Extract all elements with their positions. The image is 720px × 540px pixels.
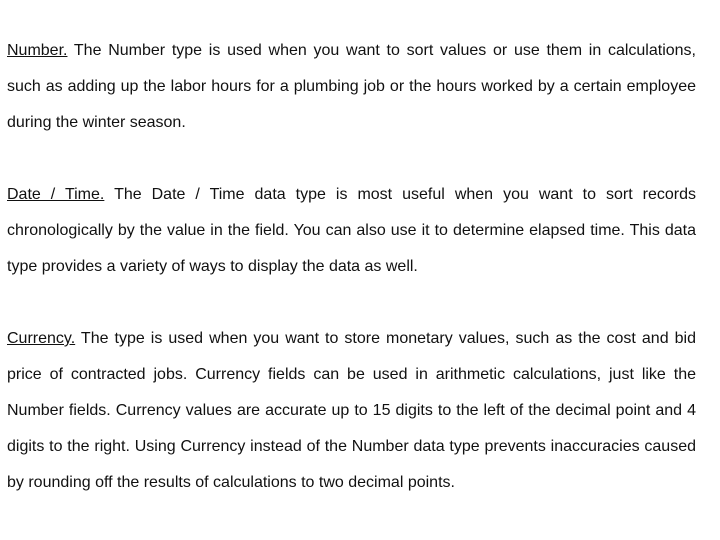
term-date-time: Date / Time. <box>7 186 105 203</box>
paragraph-number-text: The Number type is used when you want to sort values or use them in calculations, such as adding up the labor hours for a plumbing job or the hours worked by a certain employee during the winter season. <box>7 42 696 131</box>
document-page <box>7 33 696 501</box>
paragraph-date-time-text: The Date / Time data type is most useful when you want to sort records chronologically by the value in the field. You can also use it to determine elapsed time. This data type provides a variety of ways to display the data as well. <box>7 186 697 275</box>
paragraph-number <box>7 33 696 141</box>
paragraph-currency <box>7 321 696 501</box>
paragraph-currency-text: The type is used when you want to store monetary values, such as the cost and bid price of contracted jobs. Currency fields can be used in arithmetic calculations, just like the Number fields. Currency values are accurate up to 15 digits to the left of the decimal point and 4 digits to the right. Using Currency instead of the Number data type prevents inaccuracies caused by rounding off the results of calculations to two decimal points. <box>7 330 696 491</box>
term-currency: Currency. <box>7 330 76 347</box>
term-number: Number. <box>7 42 68 59</box>
paragraph-date-time <box>7 177 696 285</box>
